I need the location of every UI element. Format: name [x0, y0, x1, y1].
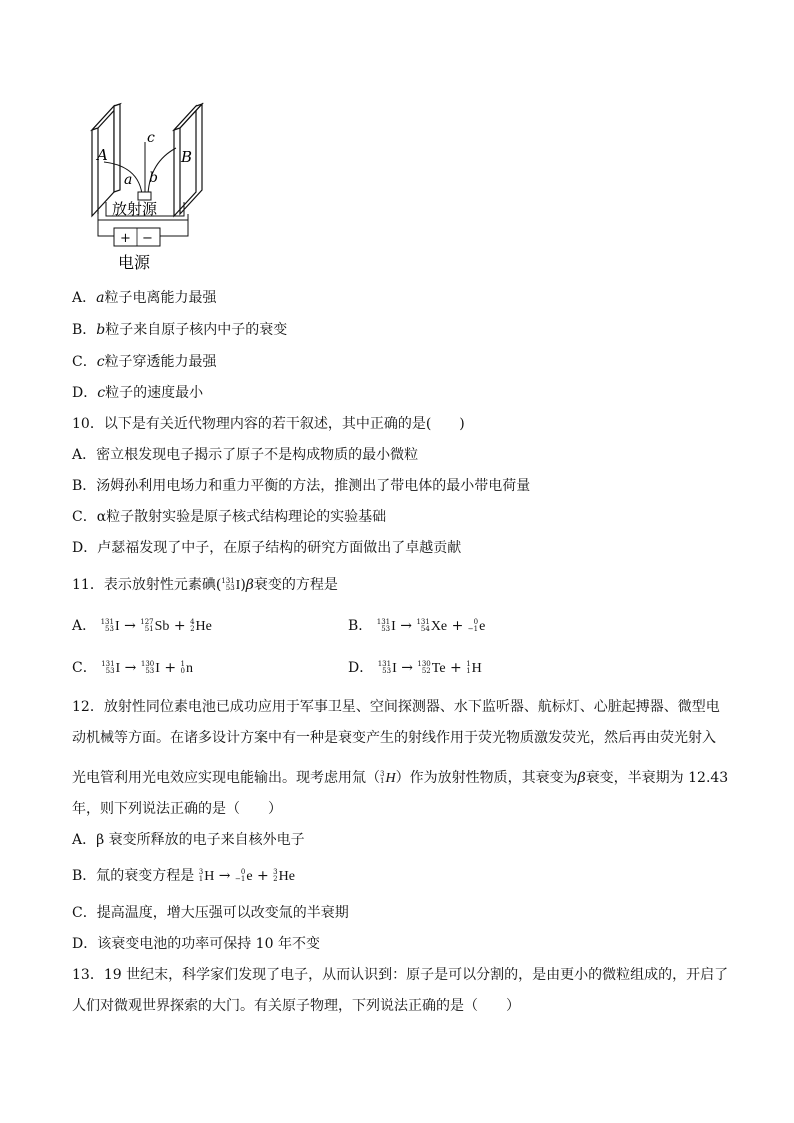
q10-option-d: D．卢瑟福发现了中子，在原子结构的研究方面做出了卓越贡献: [72, 540, 462, 556]
q9-option-b: B．b粒子来自原子核内中子的衰变: [72, 322, 288, 338]
q12-option-b: B．氚的衰变方程是 3 1 H → 0 −1 e + 3 2 He: [72, 868, 295, 884]
q11-stem: 11．表示放射性元素碘( 131 53 I)β衰变的方程是: [72, 577, 338, 593]
q11-option-a: A． 131 53 I → 127 51 Sb + 4 2 He: [72, 618, 212, 634]
label-plate-b: B: [181, 148, 193, 166]
label-ray-b: b: [149, 170, 158, 186]
q10-option-a: A．密立根发现电子揭示了原子不是构成物质的最小微粒: [72, 447, 419, 463]
label-ray-a: a: [124, 172, 133, 188]
q11-option-d: D． 131 53 I → 130 52 Te + 1 1 H: [348, 660, 482, 676]
label-plate-a: A: [97, 146, 108, 164]
q12-stem-line-4: 年，则下列说法正确的是（ ）: [72, 801, 282, 817]
q9-option-c: C．c粒子穿透能力最强: [72, 354, 217, 370]
q12-option-a: A．β 衰变所释放的电子来自核外电子: [72, 832, 305, 848]
q10-option-b: B．汤姆孙利用电场力和重力平衡的方法，推测出了带电体的最小带电荷量: [72, 478, 531, 494]
q12-option-c: C．提高温度，增大压强可以改变氚的半衰期: [72, 905, 349, 921]
q12-stem-line-2: 动机械等方面。在诸多设计方案中有一种是衰变产生的射线作用于荧光物质激发荧光，然后再由荧光射入: [72, 730, 716, 746]
label-source: 放射源: [112, 200, 158, 218]
q11-option-c: C． 131 53 I → 130 53 I + 1 0 n: [72, 660, 194, 676]
q9-option-a: A．a粒子电离能力最强: [72, 290, 217, 306]
label-battery-plus: +: [120, 231, 131, 246]
source-box: [138, 192, 151, 200]
q12-stem-line-3: 光电管利用光电效应实现电能输出。现考虑用氚（ 3 1 H）作为放射性物质，其衰变为β衰变，半衰期为 12.43: [72, 770, 729, 786]
label-ray-c: c: [147, 130, 155, 146]
experiment-figure: [84, 98, 214, 276]
label-power: 电源: [118, 253, 151, 272]
q10-option-c: C．α粒子散射实验是原子核式结构理论的实验基础: [72, 509, 387, 525]
q13-stem-line-1: 13．19 世纪末，科学家们发现了电子，从而认识到：原子是可以分割的，是由更小的微粒组成的，开启了: [72, 967, 729, 983]
q12-stem-line-1: 12．放射性同位素电池已成功应用于军事卫星、空间探测器、水下监听器、航标灯、心脏起搏器、微型电: [72, 699, 720, 715]
q10-stem: 10．以下是有关近代物理内容的若干叙述，其中正确的是( ): [72, 416, 465, 432]
q9-option-d: D．c粒子的速度最小: [72, 385, 204, 401]
q13-stem-line-2: 人们对微观世界探索的大门。有关原子物理，下列说法正确的是（ ）: [72, 998, 520, 1014]
q11-option-b: B． 131 53 I → 131 54 Xe + 0 −1 e: [348, 618, 486, 634]
q12-option-d: D．该衰变电池的功率可保持 10 年不变: [72, 936, 320, 952]
label-battery-minus: −: [142, 231, 153, 246]
